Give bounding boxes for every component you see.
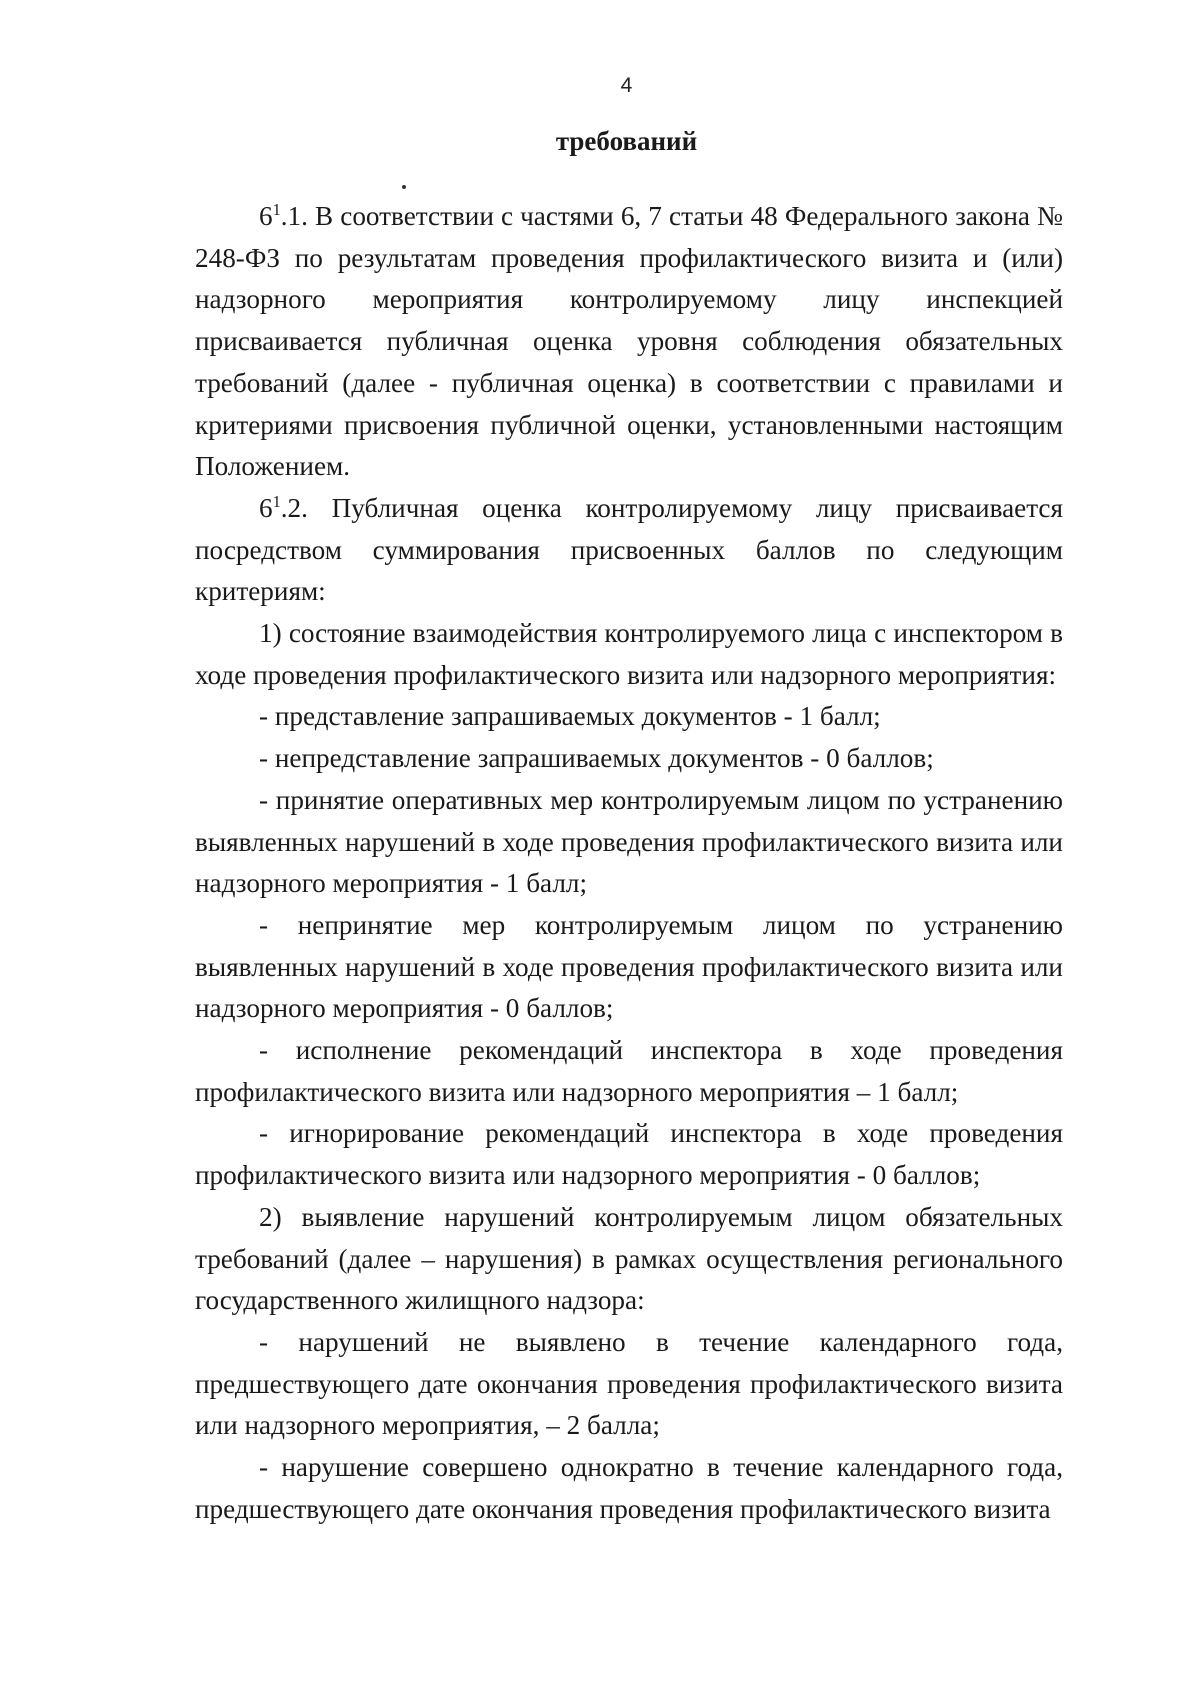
list-item: - нарушение совершено однократно в течение календарного года, предшествующего дате окончания проведения профилактического визита [195,1452,1063,1524]
list-item: - нарушений не выявлено в течение календарного года, предшествующего дате окончания проведения профилактического визита или надзорного мероприятия, – 2 балла; [195,1326,1063,1441]
list-item: - представление запрашиваемых документов - 1 балл; [259,701,881,732]
list-item: - игнорирование рекомендаций инспектора в ходе проведения профилактического визита или надзорного мероприятия - 0 баллов; [195,1118,1063,1191]
paragraph-6-1-2: $6^1.2$. Публичная оценка контролируемому лицу присваивается посредством суммирования присвоенных баллов по следующим критериям: [195,491,1063,607]
list-item: - непредставление запрашиваемых документов - 0 баллов; [259,743,934,774]
body-text [195,196,1063,1531]
superscript: 1 [272,199,281,219]
superscript: 1 [272,491,281,511]
page-number: 4 [620,74,633,97]
paragraph-6-1-1: $6^1.1$. В соответствии с частями 6, 7 статьи 48 Федерального закона № 248-ФЗ по результатам проведения профилактического визита и (или) надзорного мероприятия контролируемому лицу инспекцией присваивается публичная оценка уровня соблюдения обязательных требований (далее - публичная оценка) в соответствии с правилами и критериями присвоения публичной оценки, установленными настоящим Положением. [195,199,1063,482]
stray-dot-mark [402,185,406,189]
list-item: - непринятие мер контролируемым лицом по устранению выявленных нарушений в ходе проведения профилактического визита или надзорного мероприятия - 0 баллов; [195,909,1063,1024]
criterion-1: 1) состояние взаимодействия контролируемого лица с инспектором в ходе проведения профилактического визита или надзорного мероприятия: [195,618,1063,690]
section-heading: требований [555,126,698,156]
list-item: - исполнение рекомендаций инспектора в ходе проведения профилактического визита или надзорного мероприятия – 1 балл; [195,1035,1063,1107]
criterion-2: 2) выявление нарушений контролируемым лицом обязательных требований (далее – нарушения) в рамках осуществления регионального государственного жилищного надзора: [195,1201,1063,1316]
list-item: - принятие оперативных мер контролируемым лицом по устранению выявленных нарушений в ходе проведения профилактического визита или надзорного мероприятия - 1 балл; [195,784,1063,899]
